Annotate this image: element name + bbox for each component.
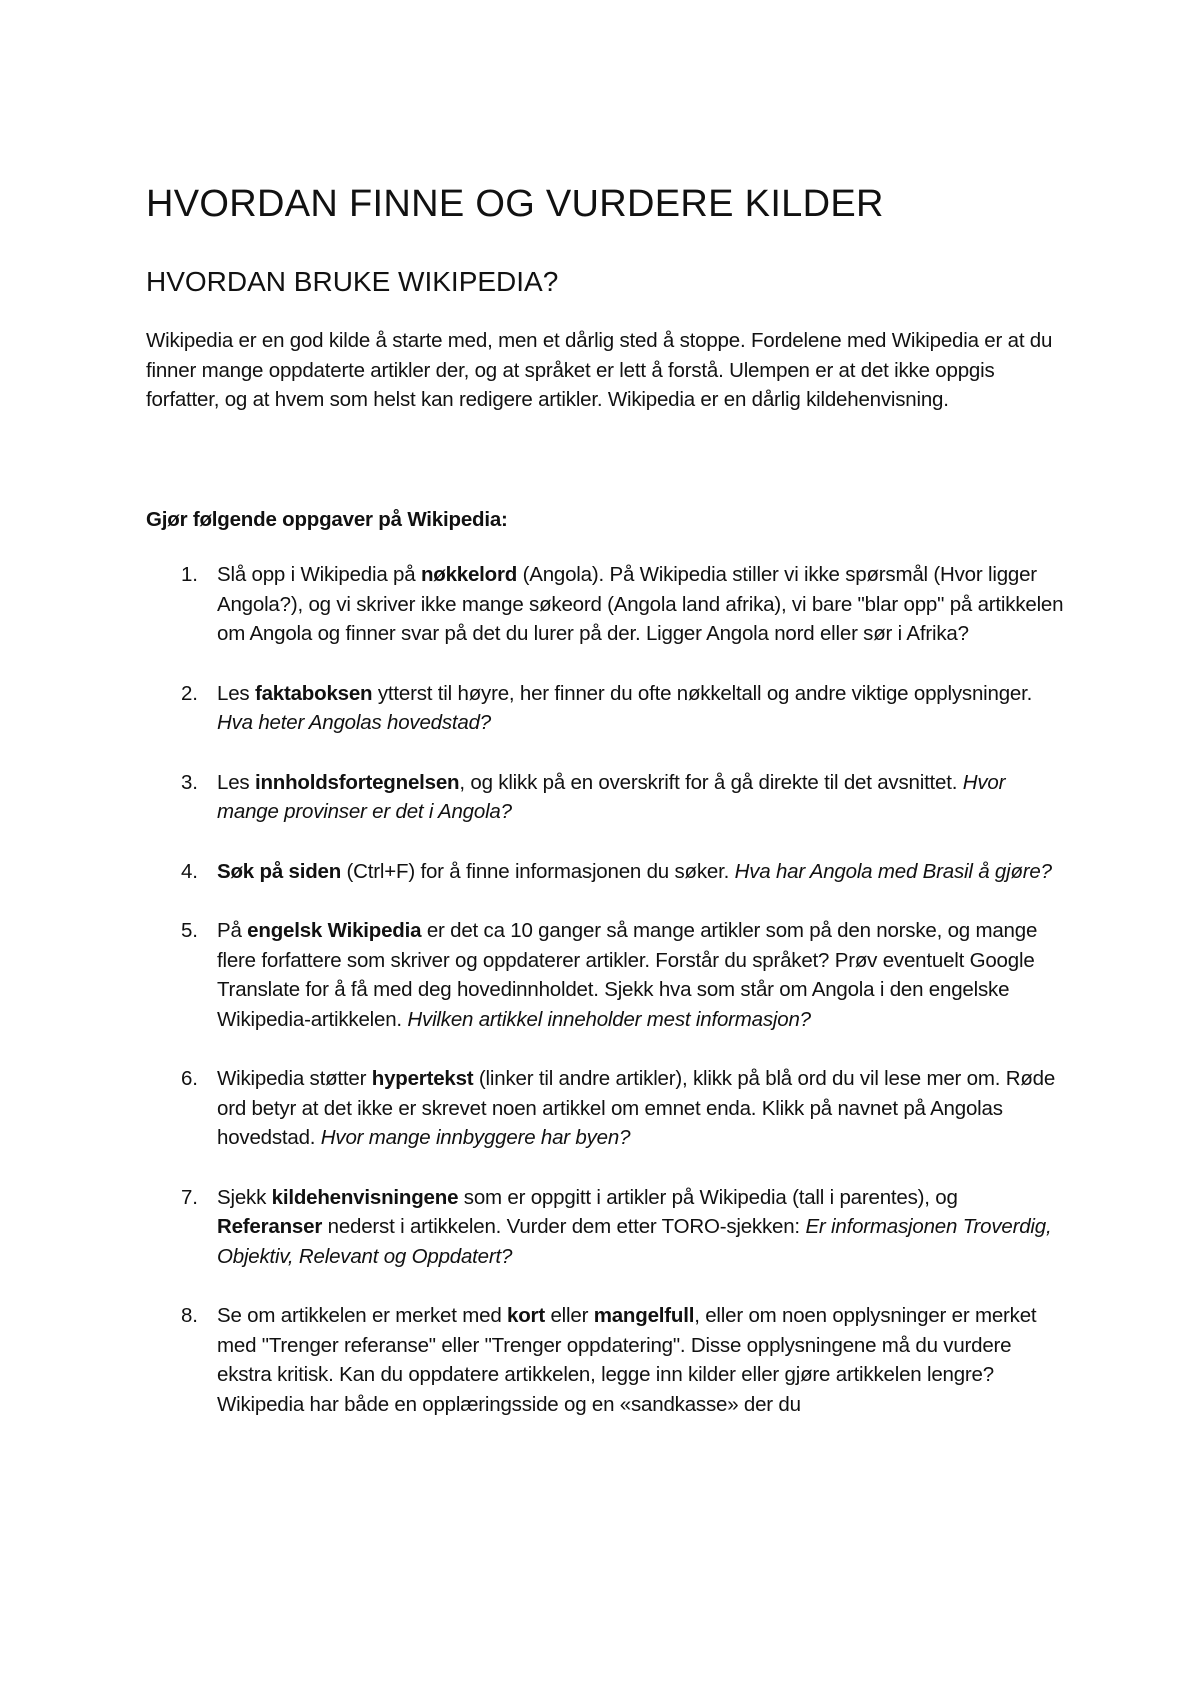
task-item-8	[146, 1301, 1066, 1419]
intro-paragraph: Wikipedia er en god kilde å starte med, men et dårlig sted å stoppe. Fordelene med Wikipedia er at du finner mange oppdaterte artikler der, og at språket er lett å forstå. Ulempen er at det ikke oppgis forfatter, og at hvem som helst kan redigere artikler. Wikipedia er en dårlig kildehenvisning.	[146, 329, 1053, 411]
task-text: Les	[217, 681, 255, 705]
task-number: 4.	[181, 859, 198, 883]
task-number: 2.	[181, 681, 198, 705]
task-item-2	[146, 679, 1066, 738]
task-keyword: engelsk Wikipedia	[247, 919, 422, 942]
document-title: HVORDAN FINNE OG VURDERE KILDER	[146, 183, 884, 225]
task-number: 7.	[181, 1185, 198, 1209]
task-text: , og klikk på en overskrift for å gå direkte til det avsnittet.	[459, 770, 963, 794]
task-question: Hva har Angola med Brasil å gjøre?	[734, 859, 1052, 883]
task-keyword: mangelfull	[593, 1304, 695, 1327]
task-item-5	[146, 916, 1066, 1034]
task-keyword: innholdsfortegnelsen	[254, 770, 460, 794]
section-subtitle: HVORDAN BRUKE WIKIPEDIA?	[146, 266, 559, 297]
task-keyword: hypertekst	[371, 1067, 474, 1090]
task-question: Hva heter Angolas hovedstad?	[217, 711, 491, 734]
task-number: 6.	[181, 1067, 198, 1090]
task-text: eller	[544, 1304, 594, 1327]
task-heading: Gjør følgende oppgaver på Wikipedia:	[146, 507, 508, 531]
task-text: På	[217, 919, 248, 942]
task-text: Les	[217, 770, 255, 794]
task-item-6	[146, 1064, 1066, 1153]
document-page	[146, 180, 1066, 1449]
task-number: 1.	[181, 563, 198, 586]
task-keyword: kort	[507, 1304, 545, 1327]
task-item-3	[146, 768, 1066, 827]
task-item-7	[146, 1183, 1066, 1272]
task-text: (Angola). På Wikipedia stiller vi ikke spørsmål (Hvor ligger Angola?), og vi skriver ikke mange søkeord (Angola land afrika), vi bare "blar opp" på artikkelen om Angola og finner svar på det du lurer på der. Ligger Angola nord eller sør i Afrika?	[217, 563, 1064, 645]
task-question: Hvilken artikkel inneholder mest informasjon?	[407, 1007, 811, 1031]
task-text: nederst i artikkelen. Vurder dem etter TORO-sjekken:	[322, 1215, 806, 1238]
task-list	[146, 560, 1066, 1419]
task-text: ytterst til høyre, her finner du ofte nøkkeltall og andre viktige opplysninger.	[372, 681, 1033, 705]
task-keyword: Søk på siden	[217, 859, 342, 883]
task-text: , eller om noen opplysninger er merket med "Trenger referanse" eller "Trenger oppdatering". Disse opplysningene må du vurdere ekstra kritisk. Kan du oppdatere artikkelen, legge inn kilder eller gjøre artikkelen lengre? Wikipedia har både en opplæringsside og en «sandkasse» der du	[217, 1304, 1037, 1416]
task-question: Hvor mange innbyggere har byen?	[320, 1126, 631, 1149]
task-number: 5.	[181, 919, 198, 942]
task-text: som er oppgitt i artikler på Wikipedia (tall i parentes), og	[458, 1185, 958, 1209]
task-text: Wikipedia støtter	[217, 1067, 372, 1090]
task-question: Hvor mange provinser er det i Angola?	[217, 770, 1006, 823]
task-item-1	[146, 560, 1066, 649]
task-text: (linker til andre artikler), klikk på blå ord du vil lese mer om. Røde ord betyr at det ikke er skrevet noen artikkel om emnet enda. Klikk på navnet på Angolas hovedstad.	[217, 1067, 1056, 1149]
task-question: Er informasjonen Troverdig, Objektiv, Relevant og Oppdatert?	[217, 1215, 1052, 1268]
task-text: Sjekk	[217, 1185, 272, 1209]
task-keyword: kildehenvisningene	[271, 1185, 459, 1209]
task-item-4	[146, 857, 1066, 887]
task-text: er det ca 10 ganger så mange artikler som på den norske, og mange flere forfattere som skriver og oppdaterer artikler. Forstår du språket? Prøv eventuelt Google Translate for å få med deg hovedinnholdet. Sjekk hva som står om Angola i den engelske Wikipedia-artikkelen.	[217, 919, 1038, 1031]
task-number: 8.	[181, 1304, 198, 1327]
task-text: Slå opp i Wikipedia på	[217, 563, 421, 586]
task-keyword: Referanser	[217, 1215, 323, 1238]
task-keyword: nøkkelord	[420, 563, 518, 586]
task-text: Se om artikkelen er merket med	[217, 1304, 508, 1327]
task-number: 3.	[181, 770, 198, 794]
task-keyword: faktaboksen	[254, 681, 373, 705]
task-text: (Ctrl+F) for å finne informasjonen du søker.	[341, 859, 735, 883]
